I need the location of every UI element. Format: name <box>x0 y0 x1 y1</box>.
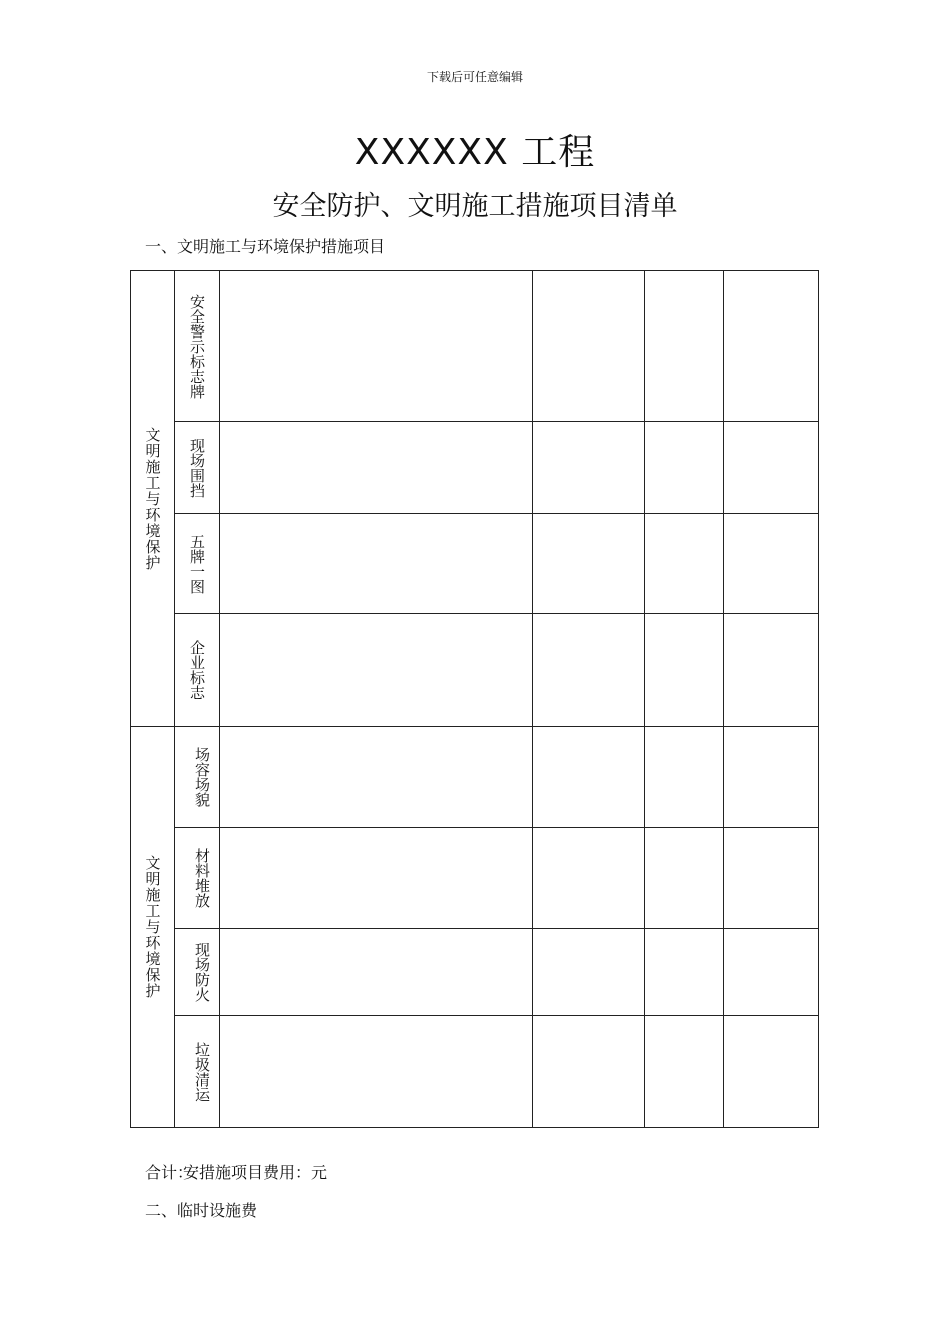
section-heading-1: 一、文明施工与环境保护措施项目 <box>145 237 386 256</box>
item-label-text: 企业标志 <box>188 640 206 700</box>
group-divider <box>130 726 819 727</box>
total-label: 合计： <box>145 1163 194 1182</box>
column-divider <box>723 270 724 1128</box>
group-label <box>131 271 174 726</box>
group-label-text: 文明施工与环境保护 <box>143 426 162 571</box>
item-label <box>185 727 219 827</box>
group-label-text: 文明施工与环境保护 <box>143 855 162 999</box>
item-label-text: 场容场貌 <box>193 747 211 807</box>
header-note: 下载后可任意编辑 <box>426 70 523 84</box>
column-divider <box>532 270 533 1128</box>
total-fee-text: 安措施项目费用：元 <box>183 1163 328 1182</box>
item-label <box>185 929 219 1015</box>
item-label-text: 现场防火 <box>193 942 211 1002</box>
column-divider <box>219 270 220 1128</box>
table-border-right <box>818 270 819 1128</box>
item-label <box>175 422 219 513</box>
item-label <box>185 828 219 928</box>
item-label <box>175 614 219 726</box>
page-subtitle: 安全防护、文明施工措施项目清单 <box>272 191 678 222</box>
column-divider <box>644 270 645 1128</box>
group-label <box>131 727 174 1127</box>
item-label-text: 垃圾清运 <box>193 1041 211 1102</box>
section-heading-2: 二、临时设施费 <box>145 1201 258 1220</box>
item-label-text: 安全警示标志牌 <box>188 293 206 399</box>
table-border-bottom <box>130 1127 819 1128</box>
item-label-text: 现场围挡 <box>188 437 206 498</box>
item-label-text: 材料堆放 <box>193 848 211 908</box>
page-title: XXXXXX 工程 <box>354 132 596 173</box>
table-border-top <box>130 270 819 271</box>
item-label <box>175 514 219 613</box>
item-label <box>185 1016 219 1127</box>
item-label-text: 五牌一图 <box>188 533 206 594</box>
item-label <box>175 271 219 421</box>
